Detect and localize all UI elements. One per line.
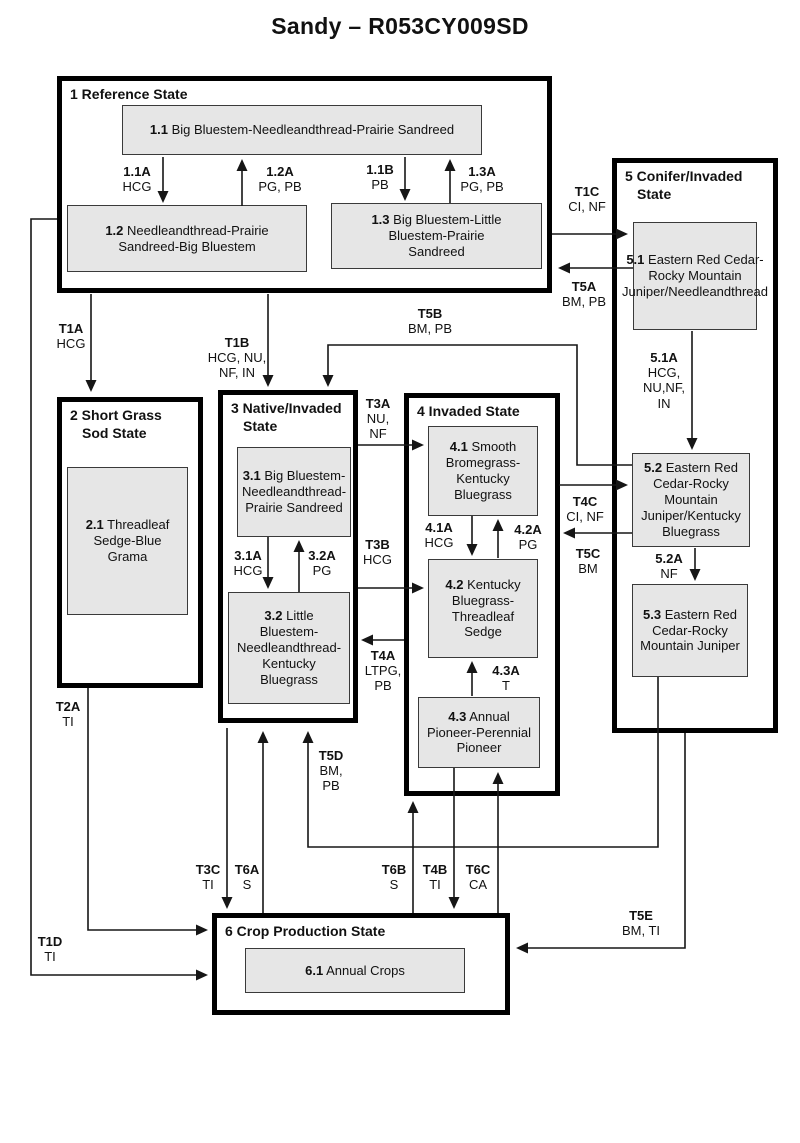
pathway-code: 1.1A bbox=[123, 164, 151, 179]
label-pathway-5-2A bbox=[646, 551, 692, 581]
transition-code: T3C bbox=[195, 862, 221, 877]
community-number: 4.3 bbox=[448, 708, 467, 724]
label-transition-T3B bbox=[355, 537, 400, 567]
transition-code: T5B bbox=[417, 306, 443, 321]
label-transition-T3A bbox=[357, 396, 399, 442]
community-name: Smooth Bromegrass-Kentucky Bluegrass bbox=[445, 439, 521, 502]
state-title-2: 2 Short Grass Sod State bbox=[70, 407, 162, 441]
community-text bbox=[633, 458, 749, 541]
label-transition-T1D bbox=[28, 934, 72, 964]
transition-mechanism: BM bbox=[578, 561, 598, 577]
community-text bbox=[237, 466, 351, 518]
community-box-1-3 bbox=[331, 203, 542, 269]
community-number: 1.3 bbox=[371, 212, 390, 228]
label-transition-T6B bbox=[373, 862, 415, 892]
community-name: Needleandthread-Prairie Sandreed-Big Bluestem bbox=[118, 222, 269, 254]
community-box-1-2 bbox=[67, 205, 307, 272]
community-number: 1.1 bbox=[149, 122, 168, 138]
pathway-mechanism: PG bbox=[518, 537, 538, 553]
label-transition-T5C bbox=[564, 546, 612, 576]
community-text bbox=[300, 961, 410, 981]
label-transition-T6C bbox=[457, 862, 499, 892]
pathway-mechanism: HCG bbox=[233, 563, 263, 579]
transition-code: T6C bbox=[465, 862, 491, 877]
label-transition-T4C bbox=[560, 494, 610, 524]
label-transition-T5A bbox=[556, 279, 612, 309]
label-transition-T5B bbox=[401, 306, 459, 336]
pathway-mechanism: HCG, NU,NF, IN bbox=[643, 365, 685, 411]
community-text bbox=[75, 515, 180, 567]
transition-mechanism: TI bbox=[62, 714, 74, 730]
community-text bbox=[357, 210, 517, 262]
community-number: 3.1 bbox=[242, 468, 261, 484]
community-number: 3.2 bbox=[264, 608, 283, 624]
transition-mechanism: LTPG, PB bbox=[364, 663, 402, 694]
transition-mechanism: TI bbox=[202, 877, 214, 893]
community-box-4-3 bbox=[418, 697, 540, 768]
community-box-3-2 bbox=[228, 592, 350, 704]
transition-code: T1A bbox=[58, 321, 84, 336]
transition-code: T4C bbox=[572, 494, 598, 509]
pathway-mechanism: HCG bbox=[424, 535, 454, 551]
community-number: 5.3 bbox=[643, 606, 662, 622]
transition-code: T3A bbox=[365, 396, 391, 411]
community-name: Eastern Red Cedar-Rocky Mountain Juniper/Needleandthread bbox=[622, 252, 768, 299]
transition-mechanism: HCG bbox=[363, 552, 392, 568]
transition-code: T6A bbox=[234, 862, 260, 877]
community-number: 1.2 bbox=[105, 222, 124, 238]
transition-code: T5D bbox=[318, 748, 344, 763]
community-name: Annual Crops bbox=[326, 962, 405, 978]
community-box-5-2 bbox=[632, 453, 750, 547]
pathway-mechanism: PG, PB bbox=[460, 179, 504, 195]
pathway-mechanism: HCG bbox=[122, 179, 152, 195]
transition-mechanism: TI bbox=[44, 949, 56, 965]
label-transition-T3C bbox=[187, 862, 229, 892]
community-name: Annual Pioneer-Perennial Pioneer bbox=[426, 708, 532, 756]
community-name: Eastern Red Cedar-Rocky Mountain Juniper/Kentucky Bluegrass bbox=[641, 460, 741, 539]
pathway-mechanism: NF bbox=[660, 566, 678, 582]
community-text bbox=[145, 120, 459, 140]
label-pathway-4-2A bbox=[505, 522, 551, 552]
community-name: Little Bluestem-Needleandthread-Kentucky Bluegrass bbox=[236, 608, 342, 687]
label-transition-T5E bbox=[612, 908, 670, 938]
transition-code: T5E bbox=[629, 908, 653, 923]
transition-code: T2A bbox=[55, 699, 81, 714]
transition-mechanism: BM, TI bbox=[621, 923, 661, 939]
label-transition-T4A bbox=[359, 648, 407, 694]
community-name: Kentucky Bluegrass-Threadleaf Sedge bbox=[451, 576, 521, 640]
label-transition-T6A bbox=[226, 862, 268, 892]
community-name: Eastern Red Cedar-Rocky Mountain Juniper bbox=[640, 606, 740, 654]
label-pathway-4-1A bbox=[414, 520, 464, 550]
transition-mechanism: S bbox=[242, 877, 252, 893]
community-name: Big Bluestem-Needleandthread-Prairie Sandreed bbox=[241, 468, 347, 515]
community-text bbox=[429, 437, 537, 504]
label-pathway-1-1A bbox=[114, 164, 160, 194]
transition-code: T6B bbox=[381, 862, 407, 877]
community-text bbox=[229, 606, 349, 689]
label-pathway-1-1B bbox=[357, 162, 403, 192]
pathway-mechanism: PG, PB bbox=[258, 179, 302, 195]
community-text bbox=[617, 250, 773, 302]
pathway-code: 4.1A bbox=[425, 520, 453, 535]
pathway-code: 3.1A bbox=[234, 548, 262, 563]
label-transition-T1A bbox=[48, 321, 94, 351]
label-transition-T1B bbox=[202, 335, 272, 381]
community-text bbox=[635, 605, 745, 657]
transition-mechanism: S bbox=[389, 877, 399, 893]
transition-mechanism: HCG bbox=[56, 336, 86, 352]
arrow-transition-T2A bbox=[88, 688, 206, 930]
transition-mechanism: CI, NF bbox=[568, 199, 606, 215]
label-pathway-1-2A bbox=[252, 164, 308, 194]
label-transition-T4B bbox=[414, 862, 456, 892]
pathway-mechanism: PB bbox=[371, 177, 389, 193]
community-box-2-1 bbox=[67, 467, 188, 615]
community-number: 5.2 bbox=[644, 460, 663, 476]
label-pathway-3-1A bbox=[224, 548, 272, 578]
transition-code: T4A bbox=[370, 648, 396, 663]
transition-mechanism: TI bbox=[429, 877, 441, 893]
community-box-5-1 bbox=[622, 222, 768, 330]
state-title-1: 1 Reference State bbox=[70, 86, 188, 102]
transition-code: T4B bbox=[422, 862, 448, 877]
community-number: 4.1 bbox=[449, 439, 468, 455]
community-text bbox=[419, 707, 539, 759]
transition-code: T1B bbox=[224, 335, 250, 350]
state-title-5: 5 Conifer/Invaded State bbox=[625, 168, 743, 202]
pathway-code: 4.2A bbox=[514, 522, 542, 537]
pathway-code: 1.1B bbox=[366, 162, 394, 177]
pathway-code: 5.1A bbox=[650, 350, 678, 365]
label-transition-T1C bbox=[561, 184, 613, 214]
community-number: 5.1 bbox=[626, 252, 645, 268]
community-text bbox=[92, 221, 282, 257]
pathway-code: 1.3A bbox=[468, 164, 496, 179]
label-pathway-3-2A bbox=[299, 548, 345, 578]
transition-code: T5A bbox=[571, 279, 597, 294]
community-name: Big Bluestem-Needleandthread-Prairie Sandreed bbox=[171, 122, 455, 138]
transition-code: T3B bbox=[365, 537, 390, 552]
label-transition-T5D bbox=[309, 748, 353, 794]
community-box-6-1 bbox=[245, 948, 465, 993]
label-pathway-1-3A bbox=[453, 164, 511, 194]
community-box-4-2 bbox=[428, 559, 538, 658]
state-title-6: 6 Crop Production State bbox=[225, 923, 386, 939]
community-name: Threadleaf Sedge-Blue Grama bbox=[93, 517, 170, 564]
transition-mechanism: CI, NF bbox=[566, 509, 604, 525]
community-name: Big Bluestem-Little Bluestem-Prairie Sandreed bbox=[388, 212, 502, 259]
community-number: 4.2 bbox=[445, 576, 464, 592]
community-box-4-1 bbox=[428, 426, 538, 516]
pathway-mechanism: T bbox=[502, 678, 510, 694]
transition-code: T1C bbox=[574, 184, 600, 199]
transition-mechanism: BM, PB bbox=[407, 321, 453, 337]
transition-code: T5C bbox=[575, 546, 601, 561]
community-number: 6.1 bbox=[305, 962, 324, 978]
transition-mechanism: HCG, NU, NF, IN bbox=[207, 350, 267, 381]
transition-mechanism: BM, PB bbox=[561, 294, 607, 310]
community-box-5-3 bbox=[632, 584, 748, 677]
pathway-code: 3.2A bbox=[308, 548, 336, 563]
community-box-3-1 bbox=[237, 447, 351, 537]
label-transition-T2A bbox=[46, 699, 90, 729]
diagram-title: Sandy – R053CY009SD bbox=[271, 13, 529, 39]
state-title-3: 3 Native/Invaded State bbox=[231, 400, 342, 434]
state-title-4: 4 Invaded State bbox=[417, 403, 520, 419]
transition-code: T1D bbox=[37, 934, 63, 949]
transition-mechanism: BM, PB bbox=[319, 763, 343, 794]
label-pathway-4-3A bbox=[482, 663, 530, 693]
community-text bbox=[429, 575, 537, 642]
pathway-code: 4.3A bbox=[492, 663, 520, 678]
pathway-code: 5.2A bbox=[655, 551, 683, 566]
community-number: 2.1 bbox=[85, 517, 104, 533]
pathway-code: 1.2A bbox=[266, 164, 294, 179]
pathway-mechanism: PG bbox=[312, 563, 332, 579]
label-pathway-5-1A bbox=[638, 350, 690, 411]
transition-mechanism: CA bbox=[468, 877, 488, 893]
transition-mechanism: NU, NF bbox=[366, 411, 390, 442]
community-box-1-1 bbox=[122, 105, 482, 155]
